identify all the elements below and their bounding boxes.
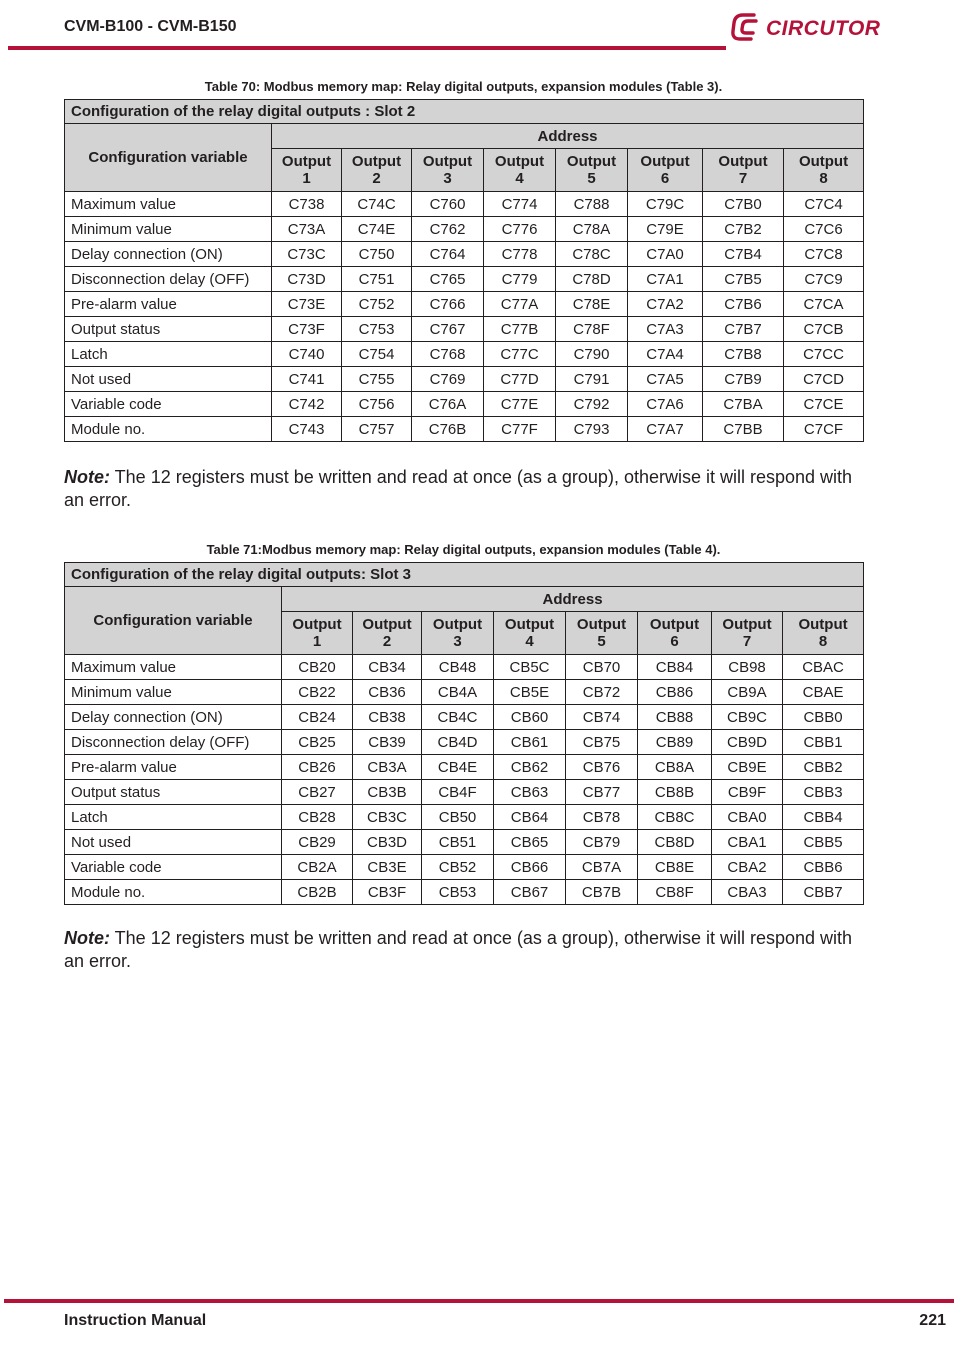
configuration-variable-header: Configuration variable (65, 124, 272, 192)
address-cell: CB34 (353, 655, 422, 680)
address-cell: CB61 (494, 730, 566, 755)
address-cell: C740 (272, 342, 342, 367)
address-cell: C7B8 (703, 342, 784, 367)
address-cell: C7A4 (628, 342, 703, 367)
output-header-number: 4 (525, 633, 534, 650)
output-header-number: 6 (660, 170, 670, 187)
address-cell: CBB3 (783, 780, 864, 805)
table-caption: Table 71:Modbus memory map: Relay digital outputs, expansion modules (Table 4). (206, 542, 721, 557)
address-cell: CB22 (282, 680, 353, 705)
output-header-label: Output (566, 153, 617, 170)
address-cell: C743 (272, 417, 342, 442)
logo-wordmark: CIRCUTOR (766, 17, 881, 40)
address-cell: CB74 (566, 705, 638, 730)
note-label: Note: (64, 467, 110, 487)
address-cell: CBAE (783, 680, 864, 705)
document-model-title: CVM-B100 - CVM-B150 (64, 18, 237, 35)
output-column-header (784, 149, 864, 192)
address-cell: CB2A (282, 855, 353, 880)
address-cell: C7A6 (628, 392, 703, 417)
address-cell: CB7A (566, 855, 638, 880)
address-cell: C7B2 (703, 217, 784, 242)
address-cell: CB89 (638, 730, 712, 755)
address-cell: C7A1 (628, 267, 703, 292)
note-text: The 12 registers must be written and read at once (as a group), otherwise it will respond with an error. (64, 467, 853, 510)
output-header-label: Output (494, 153, 545, 170)
note (64, 927, 864, 973)
address-cell: C756 (342, 392, 412, 417)
address-cell: CB72 (566, 680, 638, 705)
note-label: Note: (64, 928, 110, 948)
address-cell: CBB4 (783, 805, 864, 830)
table-row (65, 680, 864, 705)
modbus-table-slot-3 (64, 562, 864, 905)
address-cell: CB64 (494, 805, 566, 830)
address-cell: C7BB (703, 417, 784, 442)
address-cell: C750 (342, 242, 412, 267)
address-cell: C788 (556, 192, 628, 217)
variable-label: Latch (65, 342, 272, 367)
output-header-number: 6 (670, 633, 679, 650)
address-cell: C769 (412, 367, 484, 392)
table-row (65, 292, 864, 317)
table-row (65, 730, 864, 755)
output-column-header (484, 149, 556, 192)
address-cell: C7B5 (703, 267, 784, 292)
variable-label: Module no. (65, 880, 282, 905)
output-header-number: 5 (587, 170, 596, 187)
address-cell: C7C8 (784, 242, 864, 267)
output-header-number: 5 (597, 633, 606, 650)
address-cell: C78D (556, 267, 628, 292)
address-cell: C7BA (703, 392, 784, 417)
variable-label: Pre-alarm value (65, 292, 272, 317)
address-cell: CBB2 (783, 755, 864, 780)
address-cell: C7A3 (628, 317, 703, 342)
address-cell: CB27 (282, 780, 353, 805)
address-cell: CBB7 (783, 880, 864, 905)
variable-label: Pre-alarm value (65, 755, 282, 780)
header-rule (8, 46, 726, 50)
address-cell: CB20 (282, 655, 353, 680)
output-header-label: Output (576, 616, 627, 633)
address-cell: C77E (484, 392, 556, 417)
address-cell: CB98 (712, 655, 783, 680)
address-cell: CB4F (422, 780, 494, 805)
table-row (65, 392, 864, 417)
address-cell: C760 (412, 192, 484, 217)
address-cell: C77D (484, 367, 556, 392)
address-cell: CB8C (638, 805, 712, 830)
address-cell: C767 (412, 317, 484, 342)
table-row (65, 317, 864, 342)
note (64, 466, 864, 512)
note-text: The 12 registers must be written and read at once (as a group), otherwise it will respond with an error. (64, 928, 853, 971)
table-row (65, 367, 864, 392)
address-cell: C793 (556, 417, 628, 442)
output-header-number: 7 (742, 633, 752, 650)
variable-label: Delay connection (ON) (65, 705, 282, 730)
address-cell: C778 (484, 242, 556, 267)
address-cell: CBB5 (783, 830, 864, 855)
address-cell: C764 (412, 242, 484, 267)
output-column-header (566, 612, 638, 655)
address-cell: CB86 (638, 680, 712, 705)
address-cell: C7A0 (628, 242, 703, 267)
output-header-label: Output (292, 616, 342, 633)
address-cell: C7CB (784, 317, 864, 342)
address-cell: C7B0 (703, 192, 784, 217)
address-cell: CB3F (353, 880, 422, 905)
address-cell: CB9C (712, 705, 783, 730)
address-cell: CB4D (422, 730, 494, 755)
variable-label: Disconnection delay (OFF) (65, 730, 282, 755)
address-cell: CB39 (353, 730, 422, 755)
variable-label: Not used (65, 830, 282, 855)
address-cell: CB8F (638, 880, 712, 905)
footer-manual-title: Instruction Manual (64, 1312, 207, 1329)
output-header-label: Output (718, 153, 768, 170)
address-cell: CB52 (422, 855, 494, 880)
address-cell: CB3E (353, 855, 422, 880)
output-header-label: Output (422, 153, 473, 170)
address-cell: CB67 (494, 880, 566, 905)
variable-label: Delay connection (ON) (65, 242, 272, 267)
address-cell: C78F (556, 317, 628, 342)
address-cell: CB24 (282, 705, 353, 730)
address-cell: CB84 (638, 655, 712, 680)
address-cell: C73E (272, 292, 342, 317)
address-cell: C7B4 (703, 242, 784, 267)
table-row (65, 755, 864, 780)
address-cell: C7CC (784, 342, 864, 367)
address-cell: C791 (556, 367, 628, 392)
variable-label: Maximum value (65, 655, 282, 680)
output-header-label: Output (504, 616, 555, 633)
address-cell: C741 (272, 367, 342, 392)
address-cell: CB7B (566, 880, 638, 905)
address-cell: C752 (342, 292, 412, 317)
address-cell: CB70 (566, 655, 638, 680)
logo-mark-icon (733, 15, 756, 39)
address-cell: C790 (556, 342, 628, 367)
address-cell: CB4A (422, 680, 494, 705)
address-cell: CB60 (494, 705, 566, 730)
modbus-table-slot-2 (64, 99, 864, 442)
output-header-number: 3 (453, 633, 462, 650)
address-cell: CB8D (638, 830, 712, 855)
address-cell: CB3C (353, 805, 422, 830)
address-cell: CB3A (353, 755, 422, 780)
address-cell: CB65 (494, 830, 566, 855)
output-header-label: Output (798, 153, 849, 170)
address-cell: C7B6 (703, 292, 784, 317)
address-cell: C7C9 (784, 267, 864, 292)
address-cell: C751 (342, 267, 412, 292)
address-cell: C7CD (784, 367, 864, 392)
configuration-variable-header: Configuration variable (65, 587, 282, 655)
address-cell: CBA2 (712, 855, 783, 880)
address-cell: CBB6 (783, 855, 864, 880)
address-cell: C768 (412, 342, 484, 367)
output-header-label: Output (722, 616, 772, 633)
address-cell: CBAC (783, 655, 864, 680)
address-cell: C766 (412, 292, 484, 317)
address-cell: C7B7 (703, 317, 784, 342)
address-cell: C753 (342, 317, 412, 342)
table-row (65, 192, 864, 217)
address-cell: C738 (272, 192, 342, 217)
variable-label: Not used (65, 367, 272, 392)
output-header-label: Output (798, 616, 848, 633)
variable-label: Disconnection delay (OFF) (65, 267, 272, 292)
address-cell: C774 (484, 192, 556, 217)
output-header-number: 3 (443, 170, 452, 187)
address-cell: CB51 (422, 830, 494, 855)
address-cell: C79C (628, 192, 703, 217)
address-cell: C79E (628, 217, 703, 242)
address-cell: CB48 (422, 655, 494, 680)
address-cell: C742 (272, 392, 342, 417)
address-cell: CBB1 (783, 730, 864, 755)
variable-label: Output status (65, 317, 272, 342)
address-cell: C7A5 (628, 367, 703, 392)
table-caption: Table 70: Modbus memory map: Relay digital outputs, expansion modules (Table 3). (204, 79, 723, 94)
address-cell: C7CA (784, 292, 864, 317)
output-column-header (272, 149, 342, 192)
output-header-label: Output (432, 616, 483, 633)
address-cell: CB2B (282, 880, 353, 905)
address-cell: CB9E (712, 755, 783, 780)
address-cell: C73C (272, 242, 342, 267)
address-cell: C757 (342, 417, 412, 442)
output-header-label: Output (281, 153, 332, 170)
address-cell: C7CF (784, 417, 864, 442)
address-cell: C7C6 (784, 217, 864, 242)
address-cell: CBA3 (712, 880, 783, 905)
address-cell: CB77 (566, 780, 638, 805)
address-cell: CB79 (566, 830, 638, 855)
table-row (65, 417, 864, 442)
output-header-label: Output (351, 153, 402, 170)
table-row (65, 705, 864, 730)
address-cell: C7B9 (703, 367, 784, 392)
address-cell: C762 (412, 217, 484, 242)
output-header-label: Output (640, 153, 690, 170)
table-row (65, 830, 864, 855)
variable-label: Variable code (65, 392, 272, 417)
address-cell: CB38 (353, 705, 422, 730)
address-cell: C7CE (784, 392, 864, 417)
address-cell: CB9F (712, 780, 783, 805)
variable-label: Minimum value (65, 680, 282, 705)
address-cell: C74E (342, 217, 412, 242)
table-row (65, 217, 864, 242)
address-cell: CB75 (566, 730, 638, 755)
address-cell: C765 (412, 267, 484, 292)
address-header: Address (272, 124, 864, 149)
output-header-number: 8 (818, 633, 828, 650)
address-cell: C792 (556, 392, 628, 417)
address-cell: C7A7 (628, 417, 703, 442)
address-cell: C77A (484, 292, 556, 317)
table-row (65, 655, 864, 680)
address-cell: CB4E (422, 755, 494, 780)
address-cell: CB50 (422, 805, 494, 830)
table-row (65, 780, 864, 805)
output-column-header (783, 612, 864, 655)
output-column-header (703, 149, 784, 192)
table-row (65, 242, 864, 267)
address-cell: CBA0 (712, 805, 783, 830)
output-header-number: 8 (819, 170, 828, 187)
address-cell: C73D (272, 267, 342, 292)
address-cell: C76B (412, 417, 484, 442)
address-cell: CB9D (712, 730, 783, 755)
address-cell: CB36 (353, 680, 422, 705)
output-column-header (342, 149, 412, 192)
address-cell: CBA1 (712, 830, 783, 855)
output-column-header (628, 149, 703, 192)
address-cell: CB62 (494, 755, 566, 780)
address-cell: CB4C (422, 705, 494, 730)
table-row (65, 267, 864, 292)
address-cell: CB8E (638, 855, 712, 880)
output-column-header (412, 149, 484, 192)
table-row (65, 342, 864, 367)
variable-label: Maximum value (65, 192, 272, 217)
address-cell: CB8B (638, 780, 712, 805)
output-header-number: 1 (312, 633, 322, 650)
address-cell: C78C (556, 242, 628, 267)
address-cell: C73F (272, 317, 342, 342)
address-cell: C754 (342, 342, 412, 367)
address-cell: C7A2 (628, 292, 703, 317)
output-header-number: 7 (738, 170, 748, 187)
variable-label: Variable code (65, 855, 282, 880)
output-column-header (556, 149, 628, 192)
address-cell: CB3B (353, 780, 422, 805)
address-cell: CB29 (282, 830, 353, 855)
address-cell: C76A (412, 392, 484, 417)
output-header-number: 2 (382, 633, 392, 650)
address-cell: CB9A (712, 680, 783, 705)
variable-label: Minimum value (65, 217, 272, 242)
address-cell: CB5C (494, 655, 566, 680)
address-cell: CBB0 (783, 705, 864, 730)
output-column-header (422, 612, 494, 655)
address-cell: CB25 (282, 730, 353, 755)
address-cell: CB8A (638, 755, 712, 780)
address-cell: CB53 (422, 880, 494, 905)
address-cell: C77B (484, 317, 556, 342)
output-column-header (282, 612, 353, 655)
address-cell: CB3D (353, 830, 422, 855)
address-cell: C77F (484, 417, 556, 442)
address-cell: C755 (342, 367, 412, 392)
output-header-number: 1 (302, 170, 311, 187)
output-column-header (353, 612, 422, 655)
output-column-header (494, 612, 566, 655)
variable-label: Module no. (65, 417, 272, 442)
address-cell: CB28 (282, 805, 353, 830)
variable-label: Output status (65, 780, 282, 805)
address-cell: C779 (484, 267, 556, 292)
circutor-logo (730, 8, 910, 46)
output-header-label: Output (649, 616, 700, 633)
address-cell: CB26 (282, 755, 353, 780)
address-cell: CB76 (566, 755, 638, 780)
variable-label: Latch (65, 805, 282, 830)
address-cell: CB5E (494, 680, 566, 705)
address-cell: C73A (272, 217, 342, 242)
address-cell: C776 (484, 217, 556, 242)
address-cell: CB63 (494, 780, 566, 805)
page-number: 221 (919, 1312, 946, 1329)
address-header: Address (282, 587, 864, 612)
address-cell: C7C4 (784, 192, 864, 217)
output-header-number: 2 (372, 170, 381, 187)
output-header-label: Output (362, 616, 412, 633)
address-cell: C78A (556, 217, 628, 242)
table-title: Configuration of the relay digital outputs : Slot 2 (65, 100, 864, 124)
table-row (65, 855, 864, 880)
address-cell: CB88 (638, 705, 712, 730)
table-row (65, 880, 864, 905)
address-cell: C74C (342, 192, 412, 217)
output-column-header (638, 612, 712, 655)
address-cell: C78E (556, 292, 628, 317)
address-cell: CB78 (566, 805, 638, 830)
table-row (65, 805, 864, 830)
table-title: Configuration of the relay digital outputs: Slot 3 (65, 563, 864, 587)
output-header-number: 4 (515, 170, 524, 187)
output-column-header (712, 612, 783, 655)
address-cell: CB66 (494, 855, 566, 880)
footer-rule (4, 1299, 954, 1303)
address-cell: C77C (484, 342, 556, 367)
